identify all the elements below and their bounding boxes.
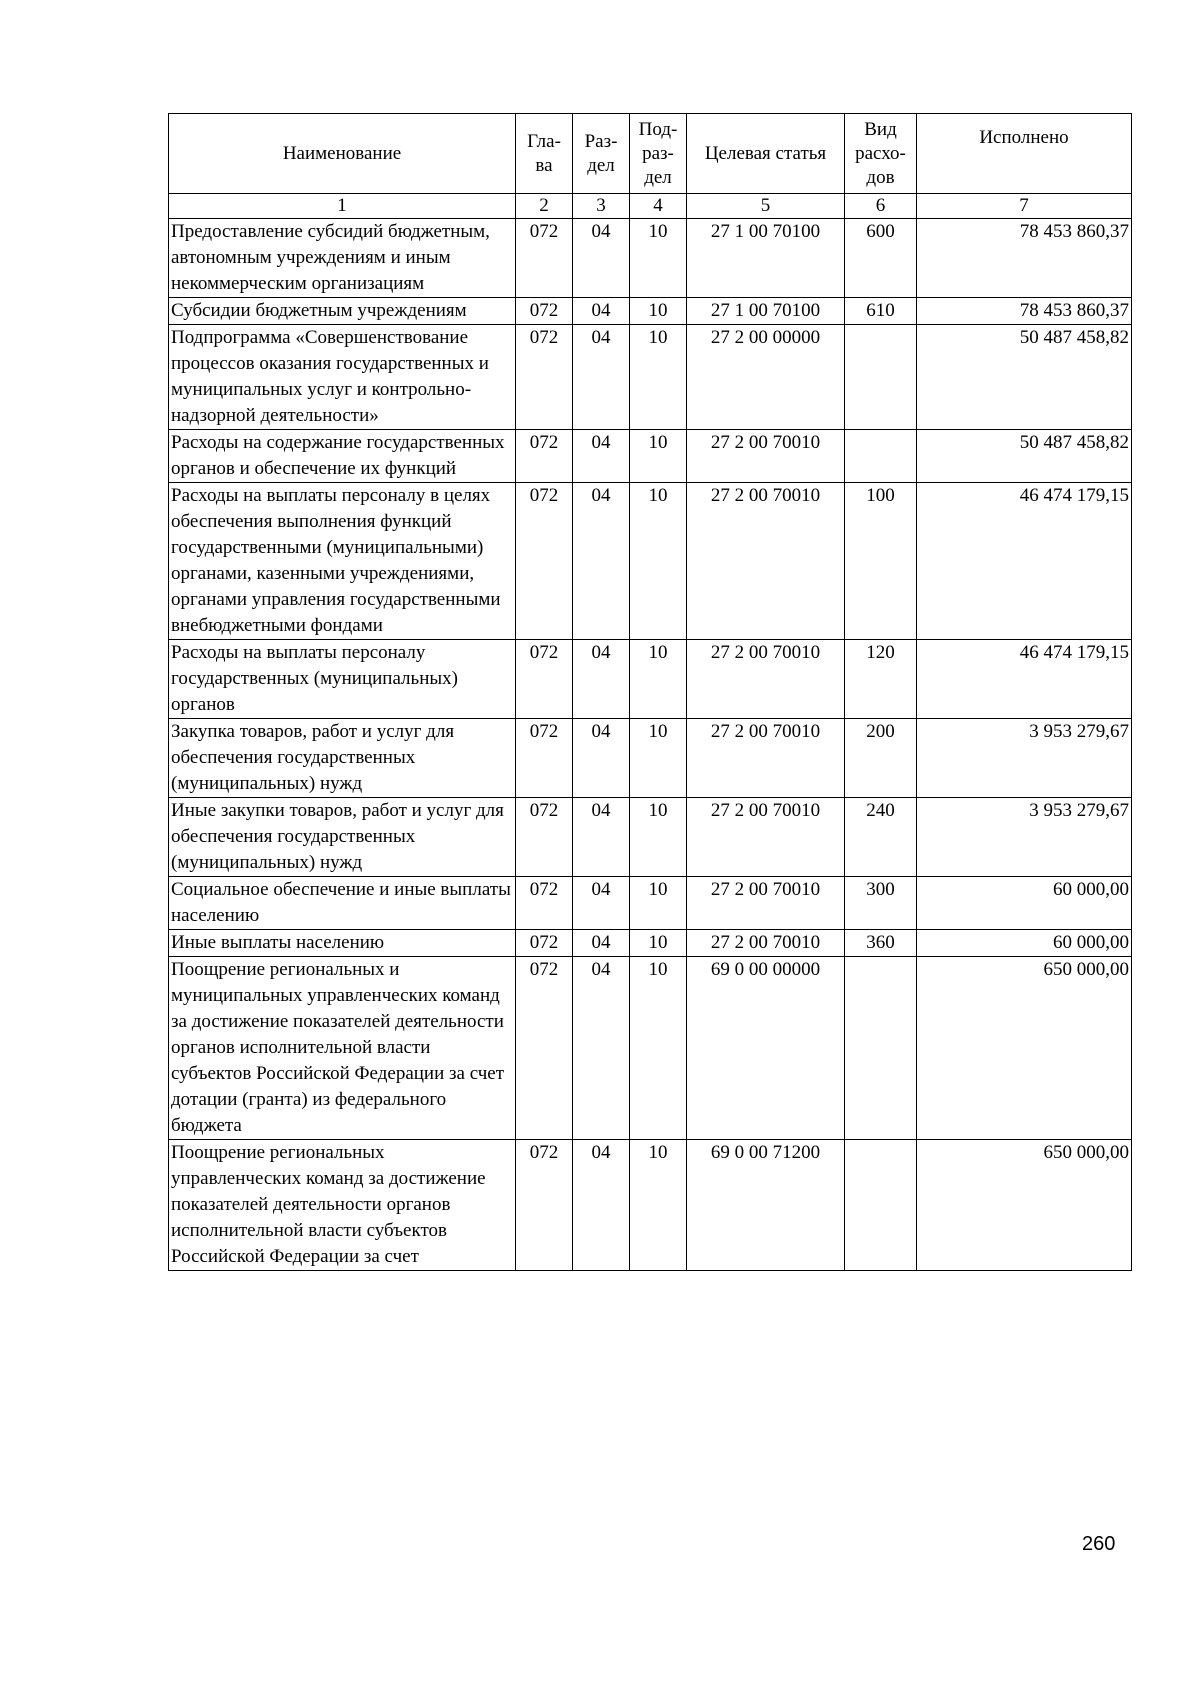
cell-target: 27 2 00 70010 <box>687 719 845 798</box>
cell-vid: 100 <box>845 483 917 640</box>
column-number: 3 <box>573 194 630 219</box>
table-row <box>169 640 1132 719</box>
cell-target: 27 2 00 70010 <box>687 877 845 930</box>
cell-amount: 650 000,00 <box>917 1140 1132 1271</box>
cell-razdel: 04 <box>573 640 630 719</box>
cell-name: Подпрограмма «Совершенствование процессов оказания государственных и муниципальных услуг и контрольно-надзорной деятельности» <box>169 325 516 430</box>
table-row <box>169 430 1132 483</box>
cell-glava: 072 <box>516 798 573 877</box>
cell-target: 27 2 00 70010 <box>687 483 845 640</box>
cell-podrazdel: 10 <box>630 298 687 325</box>
cell-name: Расходы на выплаты персоналу государственных (муниципальных) органов <box>169 640 516 719</box>
cell-razdel: 04 <box>573 219 630 298</box>
column-number: 7 <box>917 194 1132 219</box>
table-row <box>169 298 1132 325</box>
cell-vid: 240 <box>845 798 917 877</box>
table-row <box>169 798 1132 877</box>
cell-target: 27 1 00 70100 <box>687 298 845 325</box>
cell-name: Поощрение региональных управленческих команд за достижение показателей деятельности органов исполнительной власти субъектов Российской Федерации за счет <box>169 1140 516 1271</box>
cell-podrazdel: 10 <box>630 430 687 483</box>
header-done: Исполнено <box>917 114 1132 194</box>
cell-podrazdel: 10 <box>630 1140 687 1271</box>
cell-vid <box>845 1140 917 1271</box>
cell-name: Закупка товаров, работ и услуг для обеспечения государственных (муниципальных) нужд <box>169 719 516 798</box>
budget-table <box>168 113 1132 1271</box>
cell-name: Иные закупки товаров, работ и услуг для обеспечения государственных (муниципальных) нужд <box>169 798 516 877</box>
column-number: 4 <box>630 194 687 219</box>
cell-razdel: 04 <box>573 957 630 1140</box>
cell-glava: 072 <box>516 640 573 719</box>
cell-razdel: 04 <box>573 798 630 877</box>
column-number: 6 <box>845 194 917 219</box>
cell-target: 27 2 00 70010 <box>687 430 845 483</box>
cell-razdel: 04 <box>573 877 630 930</box>
cell-amount: 60 000,00 <box>917 930 1132 957</box>
cell-razdel: 04 <box>573 1140 630 1271</box>
cell-amount: 650 000,00 <box>917 957 1132 1140</box>
cell-target: 27 2 00 00000 <box>687 325 845 430</box>
cell-amount: 60 000,00 <box>917 877 1132 930</box>
cell-amount: 46 474 179,15 <box>917 640 1132 719</box>
cell-amount: 78 453 860,37 <box>917 298 1132 325</box>
table-row <box>169 877 1132 930</box>
cell-glava: 072 <box>516 957 573 1140</box>
column-number: 2 <box>516 194 573 219</box>
header-vid: Вид расхо- дов <box>845 114 917 194</box>
column-number-row <box>169 194 1132 219</box>
cell-name: Субсидии бюджетным учреждениям <box>169 298 516 325</box>
table-row <box>169 483 1132 640</box>
page-number: 260 <box>1082 1533 1116 1555</box>
cell-podrazdel: 10 <box>630 930 687 957</box>
cell-target: 27 2 00 70010 <box>687 930 845 957</box>
cell-amount: 78 453 860,37 <box>917 219 1132 298</box>
cell-amount: 50 487 458,82 <box>917 325 1132 430</box>
cell-glava: 072 <box>516 430 573 483</box>
header-glava: Гла- ва <box>516 114 573 194</box>
cell-name: Социальное обеспечение и иные выплаты населению <box>169 877 516 930</box>
cell-vid <box>845 957 917 1140</box>
header-target: Целевая статья <box>687 114 845 194</box>
table-row <box>169 1140 1132 1271</box>
cell-glava: 072 <box>516 483 573 640</box>
cell-vid: 200 <box>845 719 917 798</box>
cell-vid: 120 <box>845 640 917 719</box>
cell-name: Поощрение региональных и муниципальных управленческих команд за достижение показателей деятельности органов исполнительной власти субъектов Российской Федерации за счет дотации (гранта) из федерального бюджета <box>169 957 516 1140</box>
header-podrazdel: Под- раз- дел <box>630 114 687 194</box>
cell-target: 69 0 00 00000 <box>687 957 845 1140</box>
cell-target: 69 0 00 71200 <box>687 1140 845 1271</box>
table-row <box>169 219 1132 298</box>
cell-glava: 072 <box>516 930 573 957</box>
table-row <box>169 957 1132 1140</box>
cell-vid: 600 <box>845 219 917 298</box>
cell-vid: 360 <box>845 930 917 957</box>
cell-podrazdel: 10 <box>630 640 687 719</box>
cell-vid: 610 <box>845 298 917 325</box>
cell-vid <box>845 325 917 430</box>
cell-vid: 300 <box>845 877 917 930</box>
cell-podrazdel: 10 <box>630 219 687 298</box>
cell-amount: 3 953 279,67 <box>917 798 1132 877</box>
cell-podrazdel: 10 <box>630 798 687 877</box>
cell-target: 27 1 00 70100 <box>687 219 845 298</box>
cell-glava: 072 <box>516 325 573 430</box>
cell-glava: 072 <box>516 219 573 298</box>
cell-podrazdel: 10 <box>630 325 687 430</box>
cell-amount: 3 953 279,67 <box>917 719 1132 798</box>
header-name: Наименование <box>169 114 516 194</box>
cell-vid <box>845 430 917 483</box>
cell-name: Расходы на содержание государственных органов и обеспечение их функций <box>169 430 516 483</box>
cell-name: Иные выплаты населению <box>169 930 516 957</box>
table-row <box>169 930 1132 957</box>
cell-razdel: 04 <box>573 483 630 640</box>
cell-name: Предоставление субсидий бюджетным, автономным учреждениям и иным некоммерческим организациям <box>169 219 516 298</box>
cell-razdel: 04 <box>573 430 630 483</box>
cell-razdel: 04 <box>573 298 630 325</box>
cell-name: Расходы на выплаты персоналу в целях обеспечения выполнения функций государственными (муниципальными) органами, казенными учреждениями, органами управления государственными внебюджетными фондами <box>169 483 516 640</box>
cell-amount: 50 487 458,82 <box>917 430 1132 483</box>
cell-razdel: 04 <box>573 325 630 430</box>
column-number: 5 <box>687 194 845 219</box>
header-row <box>169 114 1132 194</box>
cell-glava: 072 <box>516 1140 573 1271</box>
cell-target: 27 2 00 70010 <box>687 640 845 719</box>
cell-podrazdel: 10 <box>630 483 687 640</box>
cell-razdel: 04 <box>573 719 630 798</box>
cell-glava: 072 <box>516 719 573 798</box>
column-number: 1 <box>169 194 516 219</box>
cell-target: 27 2 00 70010 <box>687 798 845 877</box>
cell-podrazdel: 10 <box>630 719 687 798</box>
header-razdel: Раз- дел <box>573 114 630 194</box>
table-row <box>169 325 1132 430</box>
cell-podrazdel: 10 <box>630 877 687 930</box>
cell-amount: 46 474 179,15 <box>917 483 1132 640</box>
cell-razdel: 04 <box>573 930 630 957</box>
cell-podrazdel: 10 <box>630 957 687 1140</box>
cell-glava: 072 <box>516 298 573 325</box>
cell-glava: 072 <box>516 877 573 930</box>
table-row <box>169 719 1132 798</box>
